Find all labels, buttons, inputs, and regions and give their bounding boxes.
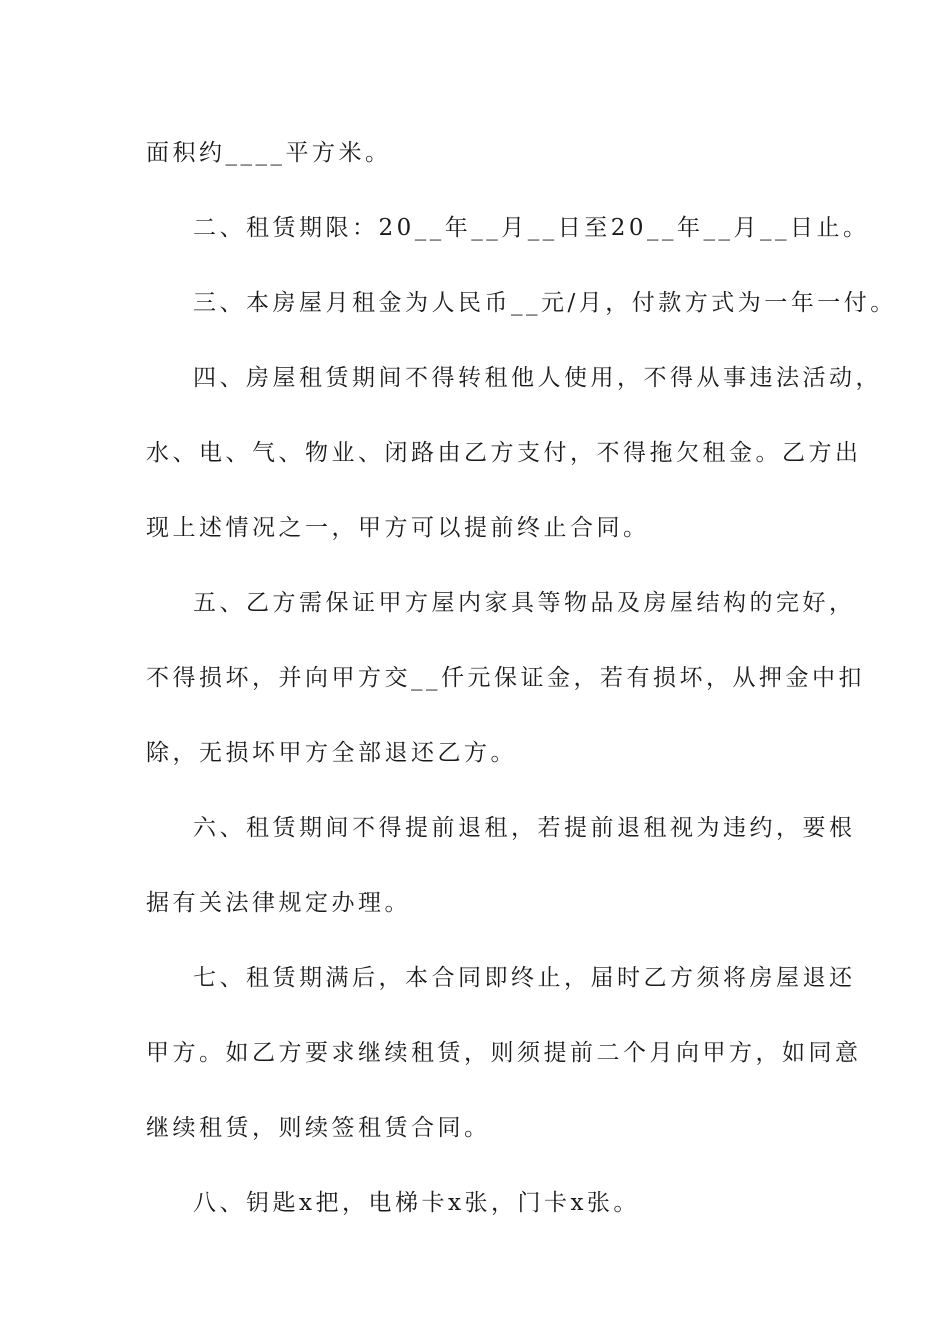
clause-6-line-1: 六、租赁期间不得提前退租，若提前退租视为违约，要根: [193, 815, 856, 841]
clause-6-line-2: 据有关法律规定办理。: [146, 890, 411, 916]
clause-7-line-2: 甲方。如乙方要求继续租赁，则须提前二个月向甲方，如同意: [146, 1040, 862, 1066]
clause-4-line-2: 水、电、气、物业、闭路由乙方支付，不得拖欠租金。乙方出: [146, 440, 862, 466]
clause-2-lease-term: 二、租赁期限：20__年__月__日至20__年__月__日止。: [193, 215, 870, 241]
clause-5-line-1: 五、乙方需保证甲方屋内家具等物品及房屋结构的完好，: [193, 590, 856, 616]
clause-3-rent: 三、本房屋月租金为人民币__元/月，付款方式为一年一付。: [193, 290, 897, 316]
clause-4-line-1: 四、房屋租赁期间不得转租他人使用，不得从事违法活动，: [193, 365, 882, 391]
clause-7-line-3: 继续租赁，则续签租赁合同。: [146, 1115, 491, 1141]
text-line-area: 面积约____平方米。: [146, 140, 392, 166]
clause-7-line-1: 七、租赁期满后，本合同即终止，届时乙方须将房屋退还: [193, 965, 856, 991]
clause-8-keys: 八、钥匙x把，电梯卡x张，门卡x张。: [193, 1190, 640, 1216]
clause-4-line-3: 现上述情况之一，甲方可以提前终止合同。: [146, 515, 650, 541]
clause-5-line-2: 不得损坏，并向甲方交__仟元保证金，若有损坏，从押金中扣: [146, 665, 865, 691]
clause-5-line-3: 除，无损坏甲方全部退还乙方。: [146, 740, 517, 766]
